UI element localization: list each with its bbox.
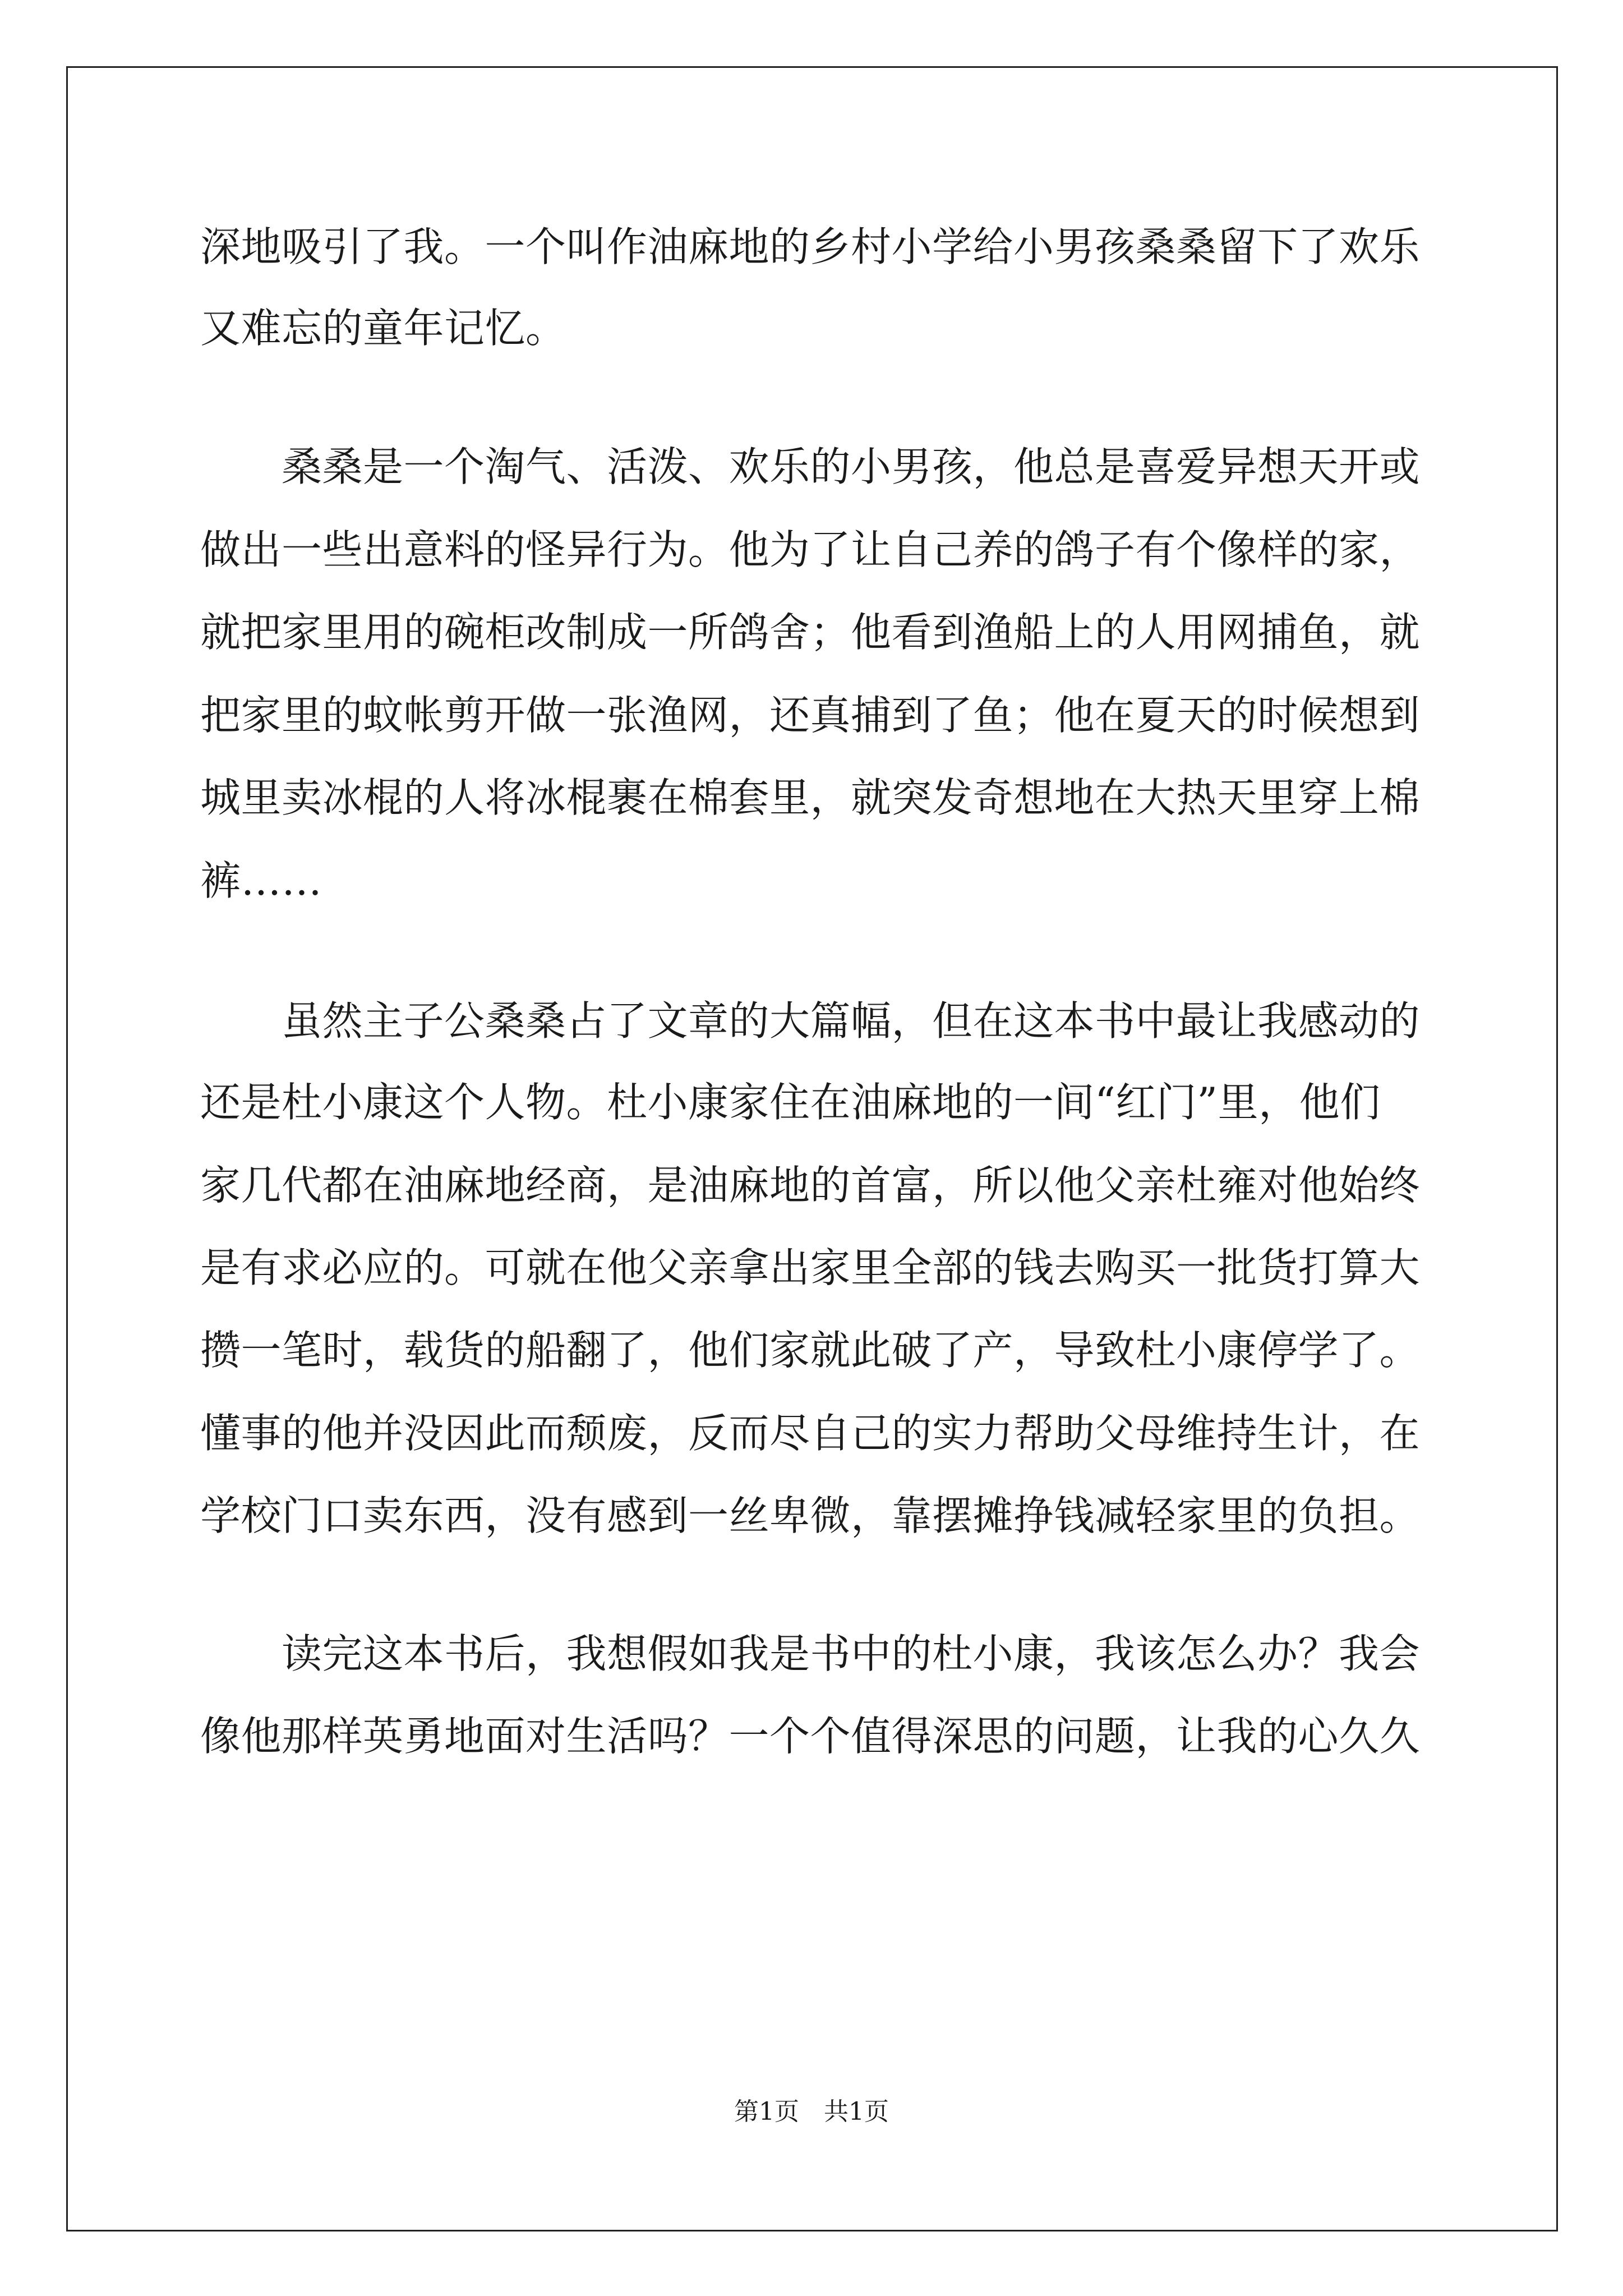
- text-line: 又难忘的童年记忆。: [200, 305, 566, 352]
- text-line: 是有求必应的。可就在他父亲拿出家里全部的钱去购买一批货打算大: [200, 1244, 1421, 1291]
- text-line: 桑桑是一个淘气、活泼、欢乐的小男孩，他总是喜爱异想天开或: [200, 443, 1421, 490]
- text-line: 城里卖冰棍的人将冰棍裹在棉套里，就突发奇想地在大热天里穿上棉: [200, 774, 1421, 821]
- text-line: 就把家里用的碗柜改制成一所鸽舍；他看到渔船上的人用网捕鱼，就: [200, 609, 1421, 656]
- text-line: 做出一些出意料的怪异行为。他为了让自己养的鸽子有个像样的家，: [200, 526, 1421, 573]
- text-line: 虽然主子公桑桑占了文章的大篇幅，但在这本书中最让我感动的: [200, 997, 1421, 1045]
- page-footer: 第1页 共1页: [734, 2097, 889, 2126]
- text-line: 攒一笔时，载货的船翻了，他们家就此破了产，导致杜小康停学了。: [200, 1327, 1421, 1374]
- text-line: 还是杜小康这个人物。杜小康家住在油麻地的一间“红门”里，他们: [200, 1079, 1381, 1126]
- text-line: 家几代都在油麻地经商，是油麻地的首富，所以他父亲杜雍对他始终: [200, 1162, 1421, 1209]
- text-line: 把家里的蚊帐剪开做一张渔网，还真捕到了鱼；他在夏天的时候想到: [200, 692, 1421, 739]
- text-line: 懂事的他并没因此而颓废，反而尽自己的实力帮助父母维持生计，在: [200, 1410, 1421, 1457]
- page-border: [66, 66, 1558, 2231]
- text-line: 深地吸引了我。一个叫作油麻地的乡村小学给小男孩桑桑留下了欢乐: [200, 223, 1421, 270]
- text-line: 读完这本书后，我想假如我是书中的杜小康，我该怎么办？我会: [200, 1630, 1421, 1677]
- text-line: 学校门口卖东西，没有感到一丝卑微，靠摆摊挣钱减轻家里的负担。: [200, 1492, 1421, 1539]
- text-line: 裤……: [200, 857, 322, 904]
- text-line: 像他那样英勇地面对生活吗？一个个值得深思的问题，让我的心久久: [200, 1713, 1421, 1760]
